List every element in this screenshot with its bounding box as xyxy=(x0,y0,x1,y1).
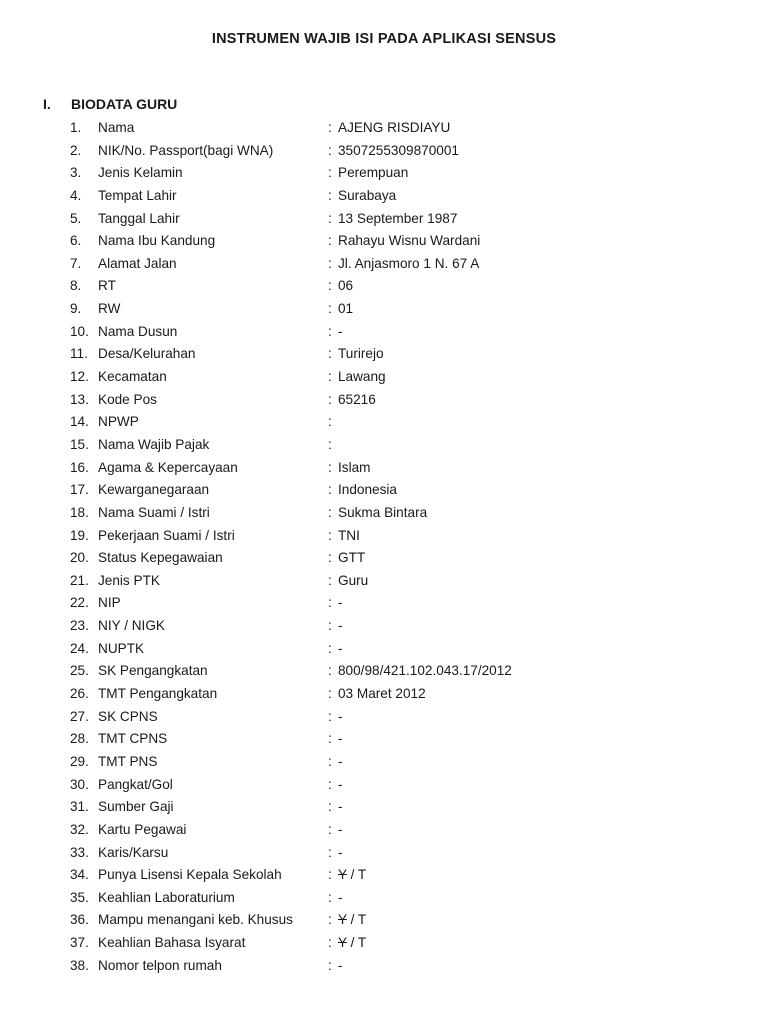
field-label: Nama Ibu Kandung xyxy=(98,233,216,249)
field-number: 37. xyxy=(70,935,89,951)
field-row xyxy=(0,162,768,185)
field-row xyxy=(0,117,768,140)
field-separator: : xyxy=(328,210,332,226)
field-number: 35. xyxy=(70,889,89,905)
field-label: Desa/Kelurahan xyxy=(98,346,196,362)
field-value xyxy=(338,932,366,955)
field-number: 25. xyxy=(70,663,89,679)
field-row xyxy=(0,479,768,502)
field-number: 4. xyxy=(70,187,82,203)
field-separator: : xyxy=(328,346,332,362)
field-row xyxy=(0,615,768,638)
field-separator: : xyxy=(328,187,332,203)
field-separator: : xyxy=(328,957,332,973)
section-title: BIODATA GURU xyxy=(71,96,178,112)
field-number: 16. xyxy=(70,459,89,475)
field-number: 18. xyxy=(70,504,89,520)
remaining-option: / T xyxy=(346,912,367,928)
field-value: Sukma Bintara xyxy=(338,504,428,520)
field-separator: : xyxy=(328,708,332,724)
document-title: INSTRUMEN WAJIB ISI PADA APLIKASI SENSUS xyxy=(211,31,557,47)
field-label: TMT PNS xyxy=(98,753,158,769)
field-separator: : xyxy=(328,753,332,769)
field-value: Rahayu Wisnu Wardani xyxy=(338,233,481,249)
field-value: - xyxy=(338,957,343,973)
field-separator: : xyxy=(328,459,332,475)
section-heading xyxy=(43,96,177,112)
field-number: 6. xyxy=(70,233,82,249)
field-row xyxy=(0,774,768,797)
field-number: 23. xyxy=(70,618,89,634)
field-row xyxy=(0,253,768,276)
field-number: 19. xyxy=(70,527,89,543)
field-row xyxy=(0,140,768,163)
field-value: TNI xyxy=(338,527,360,543)
field-value: 3507255309870001 xyxy=(338,142,459,158)
field-number: 20. xyxy=(70,550,89,566)
field-value: Turirejo xyxy=(338,346,384,362)
field-number: 33. xyxy=(70,844,89,860)
field-value: Perempuan xyxy=(338,165,409,181)
field-separator: : xyxy=(328,731,332,747)
field-label: Nama Suami / Istri xyxy=(98,504,210,520)
field-label: Status Kepegawaian xyxy=(98,550,223,566)
field-separator: : xyxy=(328,912,332,928)
field-label: NUPTK xyxy=(98,640,145,656)
field-row xyxy=(0,298,768,321)
field-row xyxy=(0,909,768,932)
field-number: 38. xyxy=(70,957,89,973)
field-label: SK Pengangkatan xyxy=(98,663,208,679)
field-separator: : xyxy=(328,120,332,135)
struck-option: Y xyxy=(338,867,347,883)
field-number: 36. xyxy=(70,912,89,928)
field-label: Karis/Karsu xyxy=(98,844,169,860)
field-value: AJENG RISDIAYU xyxy=(338,120,451,135)
field-number: 12. xyxy=(70,369,89,385)
field-value: - xyxy=(338,708,343,724)
field-separator: : xyxy=(328,142,332,158)
field-separator: : xyxy=(328,278,332,294)
field-row xyxy=(0,887,768,910)
field-label: Nomor telpon rumah xyxy=(98,957,222,973)
field-row xyxy=(0,932,768,955)
field-separator: : xyxy=(328,233,332,249)
field-label: NIP xyxy=(98,595,121,611)
field-number: 5. xyxy=(70,210,82,226)
field-label: Jenis PTK xyxy=(98,572,160,588)
field-row xyxy=(0,570,768,593)
field-number: 17. xyxy=(70,482,89,498)
field-separator: : xyxy=(328,436,332,452)
field-value xyxy=(338,909,366,932)
field-row xyxy=(0,343,768,366)
field-row xyxy=(0,955,768,978)
field-label: Kartu Pegawai xyxy=(98,821,187,837)
field-row xyxy=(0,502,768,525)
field-separator: : xyxy=(328,414,332,430)
field-value: - xyxy=(338,889,343,905)
field-number: 7. xyxy=(70,255,82,271)
field-value: 06 xyxy=(338,278,354,294)
field-separator: : xyxy=(328,686,332,702)
field-label: Agama & Kepercayaan xyxy=(98,459,238,475)
field-value: Indonesia xyxy=(338,482,397,498)
field-number: 34. xyxy=(70,867,89,883)
field-number: 3. xyxy=(70,165,82,181)
field-separator: : xyxy=(328,369,332,385)
field-label: Sumber Gaji xyxy=(98,799,174,815)
field-label: Keahlian Bahasa Isyarat xyxy=(98,935,246,951)
field-number: 24. xyxy=(70,640,89,656)
field-number: 10. xyxy=(70,323,89,339)
field-value: - xyxy=(338,323,343,339)
field-separator: : xyxy=(328,618,332,634)
field-value: Lawang xyxy=(338,369,386,385)
struck-option: Y xyxy=(338,912,347,928)
field-label: NPWP xyxy=(98,414,139,430)
field-label: Tanggal Lahir xyxy=(98,210,180,226)
field-row xyxy=(0,728,768,751)
field-value: Surabaya xyxy=(338,187,397,203)
field-row xyxy=(0,366,768,389)
field-row xyxy=(0,751,768,774)
field-value: - xyxy=(338,731,343,747)
field-label: Mampu menangani keb. Khusus xyxy=(98,912,293,928)
field-separator: : xyxy=(328,255,332,271)
field-number: 30. xyxy=(70,776,89,792)
field-value: Guru xyxy=(338,572,369,588)
field-row xyxy=(0,230,768,253)
field-row xyxy=(0,411,768,434)
field-separator: : xyxy=(328,595,332,611)
section-number: I. xyxy=(43,96,51,112)
field-value: 01 xyxy=(338,301,354,317)
field-label: TMT CPNS xyxy=(98,731,168,747)
field-row xyxy=(0,275,768,298)
field-row xyxy=(0,683,768,706)
field-value: 03 Maret 2012 xyxy=(338,686,426,702)
field-row xyxy=(0,185,768,208)
field-row xyxy=(0,208,768,231)
field-separator: : xyxy=(328,527,332,543)
field-separator: : xyxy=(328,482,332,498)
field-number: 32. xyxy=(70,821,89,837)
field-value: - xyxy=(338,640,343,656)
field-label: RT xyxy=(98,278,116,294)
field-number: 11. xyxy=(70,346,88,362)
field-number: 8. xyxy=(70,278,82,294)
field-number: 9. xyxy=(70,301,82,317)
field-label: Jenis Kelamin xyxy=(98,165,183,181)
field-label: Pangkat/Gol xyxy=(98,776,173,792)
field-value: 13 September 1987 xyxy=(338,210,458,226)
field-separator: : xyxy=(328,391,332,407)
field-separator: : xyxy=(328,663,332,679)
field-separator: : xyxy=(328,844,332,860)
field-label: SK CPNS xyxy=(98,708,158,724)
field-label: Kewarganegaraan xyxy=(98,482,210,498)
field-separator: : xyxy=(328,640,332,656)
field-number: 26. xyxy=(70,686,89,702)
field-value: - xyxy=(338,799,343,815)
field-number: 13. xyxy=(70,391,89,407)
field-separator: : xyxy=(328,935,332,951)
field-separator: : xyxy=(328,504,332,520)
field-number: 27. xyxy=(70,708,89,724)
field-row xyxy=(0,842,768,865)
field-row xyxy=(0,321,768,344)
field-number: 2. xyxy=(70,142,82,158)
field-value: - xyxy=(338,821,343,837)
field-number: 1. xyxy=(70,120,82,135)
field-number: 29. xyxy=(70,753,89,769)
field-separator: : xyxy=(328,821,332,837)
field-label: Keahlian Laboraturium xyxy=(98,889,235,905)
field-label: Punya Lisensi Kepala Sekolah xyxy=(98,867,282,883)
field-row xyxy=(0,864,768,887)
field-separator: : xyxy=(328,550,332,566)
field-separator: : xyxy=(328,799,332,815)
field-value: - xyxy=(338,776,343,792)
field-separator: : xyxy=(328,323,332,339)
field-label: NIK/No. Passport(bagi WNA) xyxy=(98,142,274,158)
field-value: Islam xyxy=(338,459,371,475)
field-separator: : xyxy=(328,867,332,883)
field-label: Tempat Lahir xyxy=(98,187,177,203)
field-row xyxy=(0,819,768,842)
field-number: 14. xyxy=(70,414,89,430)
field-number: 21. xyxy=(70,572,89,588)
field-row xyxy=(0,434,768,457)
field-label: Nama xyxy=(98,120,135,135)
field-label: TMT Pengangkatan xyxy=(98,686,218,702)
field-row xyxy=(0,592,768,615)
field-value: - xyxy=(338,753,343,769)
field-value: - xyxy=(338,844,343,860)
field-value: Jl. Anjasmoro 1 N. 67 A xyxy=(338,255,480,271)
struck-option: Y xyxy=(338,935,347,951)
field-row xyxy=(0,660,768,683)
field-label: Nama Wajib Pajak xyxy=(98,436,210,452)
biodata-field-list xyxy=(0,117,768,977)
field-number: 31. xyxy=(70,799,89,815)
field-value: GTT xyxy=(338,550,366,566)
field-value: - xyxy=(338,595,343,611)
field-row xyxy=(0,796,768,819)
field-label: RW xyxy=(98,301,121,317)
field-separator: : xyxy=(328,889,332,905)
field-value xyxy=(338,864,366,887)
field-label: Pekerjaan Suami / Istri xyxy=(98,527,235,543)
field-separator: : xyxy=(328,572,332,588)
field-value: - xyxy=(338,618,343,634)
field-label: Kode Pos xyxy=(98,391,157,407)
remaining-option: / T xyxy=(346,935,367,951)
field-label: Alamat Jalan xyxy=(98,255,177,271)
field-number: 22. xyxy=(70,595,89,611)
field-row xyxy=(0,706,768,729)
field-label: Nama Dusun xyxy=(98,323,178,339)
field-value: 800/98/421.102.043.17/2012 xyxy=(338,663,512,679)
remaining-option: / T xyxy=(346,867,367,883)
field-row xyxy=(0,389,768,412)
field-number: 15. xyxy=(70,436,89,452)
field-separator: : xyxy=(328,301,332,317)
field-number: 28. xyxy=(70,731,89,747)
field-row xyxy=(0,525,768,548)
field-value: 65216 xyxy=(338,391,376,407)
field-label: NIY / NIGK xyxy=(98,618,165,634)
field-separator: : xyxy=(328,165,332,181)
field-row xyxy=(0,638,768,661)
field-label: Kecamatan xyxy=(98,369,167,385)
field-separator: : xyxy=(328,776,332,792)
field-row xyxy=(0,547,768,570)
field-row xyxy=(0,457,768,480)
